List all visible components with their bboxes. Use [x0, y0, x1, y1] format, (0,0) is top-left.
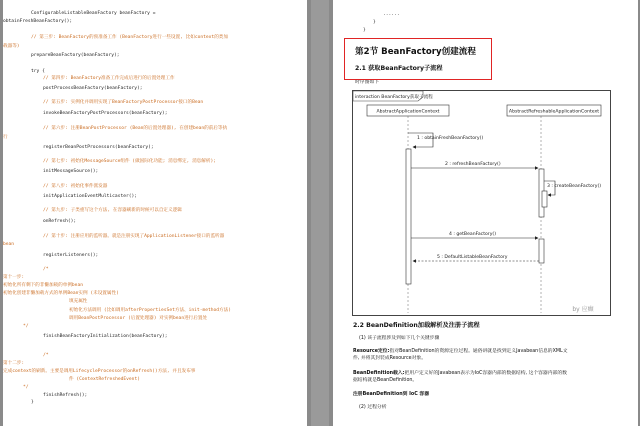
subsection-title: 2.1 获取BeanFactory子流程: [355, 65, 443, 72]
code-line: }: [31, 400, 34, 405]
code-line: 初始化创建非懒加载方式的单例Bean实例 (未设置属性): [3, 291, 119, 296]
activation-bar-1: [406, 149, 411, 284]
code-line: try {: [31, 69, 45, 74]
code-line: ConfigurableListableBeanFactory beanFactory =: [31, 11, 156, 16]
code-line: finishRefresh();: [43, 393, 88, 398]
diagram-watermark: by 应癫: [572, 306, 594, 313]
top-code-line-3: }: [363, 28, 366, 33]
code-line: obtainFreshBeanFactory();: [3, 19, 73, 24]
sequence-diagram-svg: [353, 91, 612, 317]
code-line: 初始化方法调用 (比如调用afterPropertiesSet方法、init-method方法): [69, 308, 232, 313]
para-resource: [353, 349, 568, 354]
code-line: */: [23, 324, 29, 329]
code-line: /*: [43, 267, 49, 272]
code-line: bean: [3, 242, 15, 247]
para-resource-2: 件, 并将其封装成Resource对象。: [353, 356, 427, 361]
activation-bar-4: [539, 239, 544, 263]
message-1-label: 1 : obtainFreshBeanFactory(): [417, 136, 484, 141]
code-line: // 第六步: 注册BeanPostProcessor (Bean的后置处理器), 在创建bean的前后等执: [43, 126, 228, 131]
code-line: */: [23, 385, 29, 390]
code-line: 第十二步:: [3, 361, 25, 366]
para-load: [353, 371, 567, 376]
code-line: // 第五步: 实例化并调用实现了BeanFactoryPostProcessor接口的Bean: [43, 100, 204, 105]
lifeline-label-2: AbstractRefreshableApplicationContext: [508, 109, 600, 115]
item-2: (2) 过程分析: [359, 405, 387, 410]
top-code-line-1: ......: [383, 12, 400, 17]
para-resource-text: 指对BeanDefinition的资源定位过程。通俗讲就是找到定义Javabean信息的XML文: [389, 349, 568, 354]
code-line: // 第七步: 初始化MessageSource组件 (做国际化功能; 消息绑定, 消息解析);: [43, 159, 216, 164]
code-line: // 第三步: BeanFactory的预准备工作 (BeanFactory进行一些设置, 比如context的类加: [31, 35, 228, 40]
sequence-label: 时序图如下: [355, 80, 379, 85]
code-line: postProcessBeanFactory(beanFactory);: [43, 86, 143, 91]
lifeline-label-1: AbstractApplicationContext: [376, 109, 440, 115]
code-line: 载器等): [3, 44, 20, 49]
left-document-page: [3, 0, 307, 426]
para-resource-bold: Resource定位:: [353, 349, 390, 354]
code-line: 件 (ContextRefreshedEvent): [69, 377, 140, 382]
message-3-label: 3 : createBeanFactory(): [547, 184, 602, 189]
code-line: /*: [43, 353, 49, 358]
code-line: initMessageSource();: [43, 169, 99, 174]
code-line: initApplicationEventMulticaster();: [43, 194, 138, 199]
message-5-label: 5 : DefaultListableBeanFactory: [437, 255, 508, 260]
code-line: 完成context的刷新。主要是调用LifecycleProcessor的onRefresh()方法, 并且发布事: [3, 369, 196, 374]
item-1: (1) 该子流程涉及到如下几个关键步骤: [359, 336, 440, 341]
message-4-label: 4 : getBeanFactory(): [449, 232, 497, 237]
code-line: 行: [3, 135, 8, 140]
para-load-bold: BeanDefinition载入:: [353, 371, 405, 376]
code-line: onRefresh();: [43, 219, 77, 224]
code-line: // 第九步: 子类重写这个方法, 在容器刷新的时候可以自定义逻辑: [43, 208, 182, 213]
top-code-line-2: }: [373, 20, 376, 25]
frame-label: interaction BeanFactory获取子流程: [355, 95, 433, 100]
code-line: prepareBeanFactory(beanFactory);: [31, 53, 120, 58]
para-register: 注册BeanDefinition到 IoC 容器: [353, 392, 429, 397]
code-line: registerBeanPostProcessors(beanFactory);: [43, 145, 154, 150]
code-line: finishBeanFactoryInitialization(beanFactory);: [43, 334, 168, 339]
code-line: invokeBeanFactoryPostProcessors(beanFactory);: [43, 111, 168, 116]
code-line: 调用BeanPostProcessor (后置处理器) 对实例bean进行后置处: [69, 316, 208, 321]
code-line: // 第八步: 初始化事件派发器: [43, 184, 108, 189]
message-2-label: 2 : refreshBeanFactory(): [445, 162, 501, 167]
code-line: 初始化所有剩下的非懒加载的单例bean: [3, 283, 83, 288]
highlight-box: [344, 38, 492, 80]
code-line: 第十一步:: [3, 275, 25, 280]
sequence-diagram: [352, 90, 611, 316]
section-22-title: 2.2 BeanDefinition加载解析及注册子流程: [353, 322, 480, 329]
code-line: // 第四步: BeanFactory准备工作完成后进行的后置处理工作: [43, 76, 175, 81]
code-line: 填充属性: [69, 299, 88, 304]
section-title: 第2节 BeanFactory创建流程: [355, 47, 476, 57]
activation-bar-3: [542, 191, 547, 207]
code-line: registerListeners();: [43, 253, 99, 258]
para-load-2: 据结构就是BeanDefinition。: [353, 378, 418, 383]
para-load-text: 把用户定义好的Javabean表示为IoC容器内部的数据结构, 这个容器内部的数: [404, 371, 567, 376]
code-line: // 第十步: 注册应用的监听器。就是注册实现了ApplicationListener接口的监听器: [43, 234, 225, 239]
page-gap: [311, 0, 329, 426]
